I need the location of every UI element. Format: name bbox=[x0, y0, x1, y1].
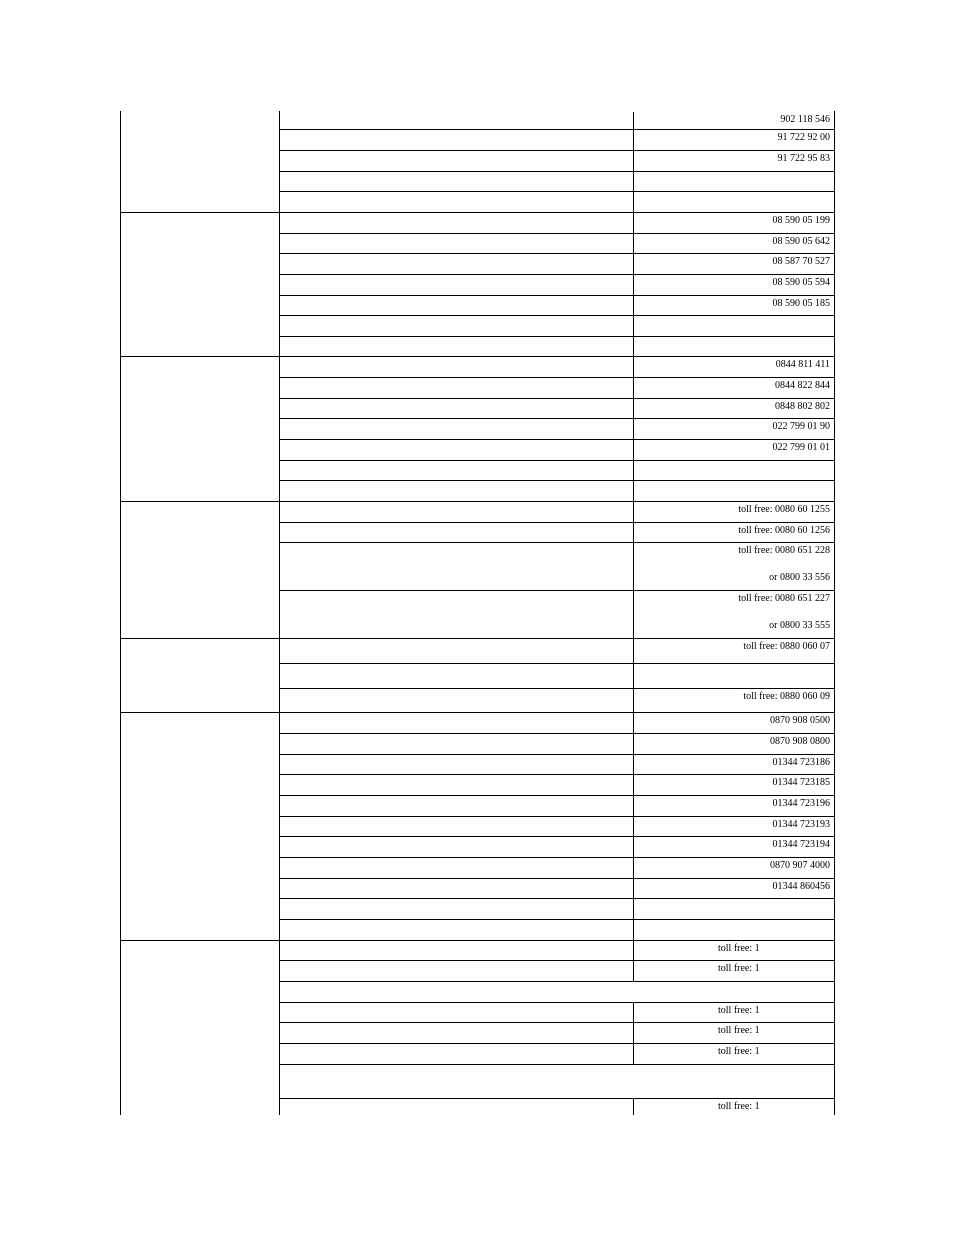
row-divider bbox=[279, 774, 835, 775]
phone-number: toll free: 1 bbox=[718, 1101, 760, 1112]
row-divider bbox=[279, 1022, 835, 1023]
cell-rule bbox=[633, 1099, 634, 1115]
group-divider bbox=[120, 940, 835, 941]
phone-number: 022 799 01 01 bbox=[772, 442, 830, 453]
row-divider bbox=[279, 377, 835, 378]
cell-rule bbox=[633, 734, 634, 754]
cell-rule bbox=[633, 440, 634, 460]
row-divider bbox=[279, 522, 835, 523]
row-divider bbox=[279, 253, 835, 254]
row-divider bbox=[279, 171, 835, 172]
cell-rule bbox=[633, 1044, 634, 1064]
cell-rule bbox=[633, 796, 634, 816]
cell-rule bbox=[633, 192, 634, 212]
phone-number: 91 722 92 00 bbox=[777, 132, 830, 143]
phone-number: toll free: 0080 60 1256 bbox=[738, 525, 830, 536]
cell-rule bbox=[633, 664, 634, 688]
row-divider bbox=[279, 129, 835, 130]
row-divider bbox=[279, 795, 835, 796]
row-divider bbox=[279, 274, 835, 275]
cell-rule bbox=[633, 296, 634, 315]
phone-number-alt: or 0800 33 555 bbox=[769, 620, 830, 631]
phone-number: toll free: 0880 060 07 bbox=[743, 641, 830, 652]
cell-rule bbox=[633, 817, 634, 836]
cell-rule bbox=[633, 316, 634, 336]
cell-rule bbox=[633, 337, 634, 356]
cell-rule bbox=[633, 775, 634, 795]
row-divider bbox=[279, 857, 835, 858]
row-divider bbox=[279, 398, 835, 399]
row-divider bbox=[279, 233, 835, 234]
row-divider bbox=[279, 688, 835, 689]
row-divider bbox=[279, 1064, 835, 1065]
phone-number: 0844 811 411 bbox=[775, 359, 830, 370]
cell-rule bbox=[633, 523, 634, 542]
phone-number: 91 722 95 83 bbox=[777, 153, 830, 164]
phone-number: toll free: 1 bbox=[718, 1025, 760, 1036]
row-divider bbox=[279, 836, 835, 837]
row-divider bbox=[279, 542, 835, 543]
phone-number: 01344 723196 bbox=[772, 798, 830, 809]
cell-rule bbox=[633, 213, 634, 233]
cell-rule bbox=[633, 254, 634, 274]
cell-rule bbox=[633, 1023, 634, 1043]
cell-rule bbox=[633, 713, 634, 733]
phone-number: toll free: 0080 60 1255 bbox=[738, 504, 830, 515]
phone-number: 0870 908 0500 bbox=[770, 715, 830, 726]
row-divider bbox=[279, 439, 835, 440]
phone-number-alt: or 0800 33 556 bbox=[769, 572, 830, 583]
cell-rule bbox=[633, 755, 634, 774]
cell-rule bbox=[633, 899, 634, 919]
column-rule-left bbox=[120, 111, 121, 1115]
phone-number: 01344 723186 bbox=[772, 757, 830, 768]
row-divider bbox=[279, 1002, 835, 1003]
phone-number: 01344 723194 bbox=[772, 839, 830, 850]
cell-rule bbox=[633, 234, 634, 253]
row-divider bbox=[279, 460, 835, 461]
cell-rule bbox=[633, 639, 634, 663]
phone-number: toll free: 0080 651 228 bbox=[738, 545, 830, 556]
group-divider bbox=[120, 356, 835, 357]
row-divider bbox=[279, 315, 835, 316]
row-divider bbox=[279, 816, 835, 817]
row-divider bbox=[279, 754, 835, 755]
row-divider bbox=[279, 150, 835, 151]
row-divider bbox=[279, 981, 835, 982]
cell-rule bbox=[633, 481, 634, 501]
cell-rule bbox=[633, 275, 634, 295]
cell-rule bbox=[633, 591, 634, 638]
phone-number: toll free: 1 bbox=[718, 1046, 760, 1057]
cell-rule bbox=[633, 151, 634, 171]
phone-number: 08 590 05 594 bbox=[772, 277, 830, 288]
cell-rule bbox=[633, 130, 634, 150]
phone-number: 01344 860456 bbox=[772, 881, 830, 892]
phone-number: 08 590 05 642 bbox=[772, 236, 830, 247]
phone-number: 08 590 05 185 bbox=[772, 298, 830, 309]
row-divider bbox=[279, 878, 835, 879]
cell-rule bbox=[633, 879, 634, 898]
row-divider bbox=[279, 295, 835, 296]
row-divider bbox=[279, 418, 835, 419]
cell-rule bbox=[633, 399, 634, 418]
phone-number: toll free: 0080 651 227 bbox=[738, 593, 830, 604]
row-divider bbox=[279, 590, 835, 591]
group-divider bbox=[120, 638, 835, 639]
row-divider bbox=[279, 480, 835, 481]
cell-rule bbox=[633, 502, 634, 522]
phone-number: 01344 723193 bbox=[772, 819, 830, 830]
cell-rule bbox=[633, 941, 634, 960]
phone-number: 0844 822 844 bbox=[775, 380, 830, 391]
phone-number: 08 590 05 199 bbox=[772, 215, 830, 226]
row-divider bbox=[279, 898, 835, 899]
cell-rule bbox=[633, 543, 634, 590]
cell-rule bbox=[633, 461, 634, 480]
cell-rule bbox=[633, 112, 634, 129]
phone-number: toll free: 1 bbox=[718, 1005, 760, 1016]
column-rule-right bbox=[834, 111, 835, 1115]
row-divider bbox=[279, 1098, 835, 1099]
cell-rule bbox=[633, 858, 634, 878]
phone-number: 01344 723185 bbox=[772, 777, 830, 788]
group-divider bbox=[120, 501, 835, 502]
cell-rule bbox=[633, 378, 634, 398]
row-divider bbox=[279, 663, 835, 664]
phone-number: 0848 802 802 bbox=[775, 401, 830, 412]
column-rule-mid bbox=[279, 111, 280, 1115]
group-divider bbox=[120, 212, 835, 213]
cell-rule bbox=[633, 689, 634, 712]
row-divider bbox=[279, 919, 835, 920]
phone-number: toll free: 1 bbox=[718, 963, 760, 974]
phone-number: 0870 907 4000 bbox=[770, 860, 830, 871]
cell-rule bbox=[633, 961, 634, 981]
group-divider bbox=[120, 712, 835, 713]
row-divider bbox=[279, 1043, 835, 1044]
phone-number: 902 118 546 bbox=[780, 114, 830, 125]
cell-rule bbox=[633, 172, 634, 191]
phone-number: toll free: 0880 060 09 bbox=[743, 691, 830, 702]
phone-number: 0870 908 0800 bbox=[770, 736, 830, 747]
row-divider bbox=[279, 960, 835, 961]
cell-rule bbox=[633, 837, 634, 857]
cell-rule bbox=[633, 419, 634, 439]
phone-number: toll free: 1 bbox=[718, 943, 760, 954]
cell-rule bbox=[633, 1003, 634, 1022]
row-divider bbox=[279, 336, 835, 337]
row-divider bbox=[279, 191, 835, 192]
cell-rule bbox=[633, 357, 634, 377]
phone-number: 022 799 01 90 bbox=[772, 421, 830, 432]
phone-number: 08 587 70 527 bbox=[772, 256, 830, 267]
cell-rule bbox=[633, 920, 634, 940]
row-divider bbox=[279, 733, 835, 734]
